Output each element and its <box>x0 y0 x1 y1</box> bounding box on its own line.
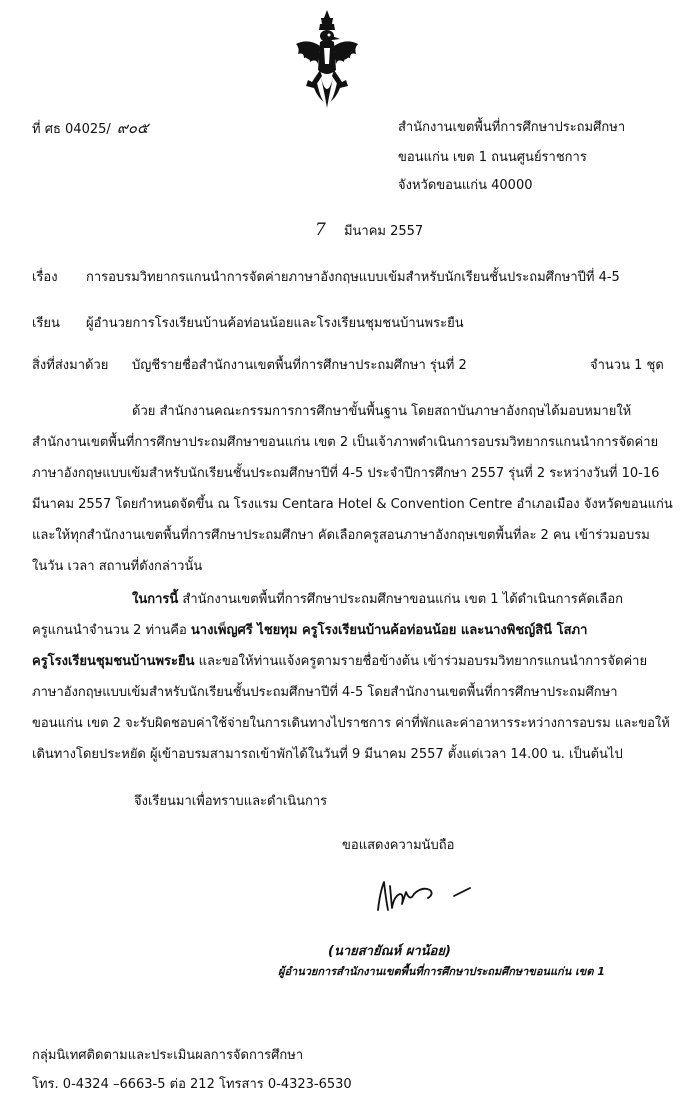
paragraph-1-line: และให้ทุกสำนักงานเขตพื้นที่การศึกษาประถมศึกษา คัดเลือกครูสอนภาษาอังกฤษเขตพื้นที่ละ 2 คน เข้าร่วมอบรม <box>32 528 650 543</box>
office-address-line-1: สำนักงานเขตพื้นที่การศึกษาประถมศึกษา <box>398 120 626 135</box>
signatory-position: ผู้อำนวยการสำนักงานเขตพื้นที่การศึกษาประถมศึกษาขอนแก่น เขต 1 <box>278 965 605 978</box>
body-paragraph-1 <box>32 404 672 590</box>
enclosure-text: บัญชีรายชื่อสำนักงานเขตพื้นที่การศึกษาประถมศึกษา รุ่นที่ 2 <box>132 358 467 373</box>
paragraph-2-text: ครูแกนนำจำนวน 2 ท่านคือ <box>32 623 191 638</box>
subject-label: เรื่อง <box>32 270 58 285</box>
office-address-line-3: จังหวัดขอนแก่น 40000 <box>398 178 533 193</box>
date-month-year: มีนาคม 2557 <box>343 224 424 239</box>
paragraph-2-text: และขอให้ท่านแจ้งครูตามรายชื่อข้างต้น เข้าร่วมอบรมวิทยากรแกนนำการจัดค่าย <box>194 654 648 669</box>
paragraph-2-line-6: เดินทางโดยประหยัด ผู้เข้าอบรมสามารถเข้าพักได้ในวันที่ 9 มีนาคม 2557 ตั้งแต่เวลา 14.00 น. เป็นต้นไป <box>32 747 623 762</box>
garuda-emblem-icon <box>290 8 364 112</box>
teacher-names: นางเพ็ญศรี ไชยทุม ครูโรงเรียนบ้านค้อท่อนน้อย และนางพิชญ์สินี โสภา <box>190 623 588 638</box>
regards-line: ขอแสดงความนับถือ <box>342 838 455 853</box>
paragraph-1-line: ด้วย สำนักงานคณะกรรมการการศึกษาขั้นพื้นฐาน โดยสถาบันภาษาอังกฤษได้มอบหมายให้ <box>132 404 632 419</box>
teacher-school: ครูโรงเรียนชุมชนบ้านพระยืน <box>32 654 195 669</box>
document-date <box>315 222 423 240</box>
paragraph-2-line-1 <box>32 592 672 623</box>
subject-text: การอบรมวิทยากรแกนนำการจัดค่ายภาษาอังกฤษแบบเข้มสำหรับนักเรียนชั้นประถมศึกษาปีที่ 4-5 <box>86 270 620 285</box>
paragraph-2-line-4: ภาษาอังกฤษแบบเข้มสำหรับนักเรียนชั้นประถมศึกษาปีที่ 4-5 โดยสำนักงานเขตพื้นที่การศึกษาประถมศึกษา <box>32 685 618 700</box>
signatory-name: (นายสายัณห์ ผาน้อย) <box>328 944 451 959</box>
footer-department: กลุ่มนิเทศติดตามและประเมินผลการจัดการศึกษา <box>32 1048 304 1063</box>
office-address-line-2: ขอนแก่น เขต 1 ถนนศูนย์ราชการ <box>398 150 587 165</box>
paragraph-2-line-5: ขอนแก่น เขต 2 จะรับผิดชอบค่าใช้จ่ายในการเดินทางไปราชการ ค่าที่พักและค่าอาหารระหว่างการอบรม และขอให้ <box>32 716 670 731</box>
signature-image <box>370 872 480 918</box>
paragraph-1-line: ภาษาอังกฤษแบบเข้มสำหรับนักเรียนชั้นประถมศึกษาปีที่ 4-5 ประจำปีการศึกษา 2557 รุ่นที่ 2 ระหว่างวันที่ 10-16 <box>32 466 660 481</box>
paragraph-1-line: ในวัน เวลา สถานที่ดังกล่าวนั้น <box>32 559 203 574</box>
body-paragraph-2 <box>32 592 672 778</box>
paragraph-2-line-2 <box>32 623 672 654</box>
reference-number-handwritten: ๙๐๕ <box>116 119 149 137</box>
paragraph-1-line: มีนาคม 2557 โดยกำหนดจัดขึ้น ณ โรงแรม Centara Hotel & Convention Centre อำเภอเมือง จังหวัดขอนแก่น <box>32 497 673 512</box>
paragraph-2-text: สำนักงานเขตพื้นที่การศึกษาประถมศึกษาขอนแก่น เขต 1 ได้ดำเนินการคัดเลือก <box>178 592 624 607</box>
paragraph-1-line: สำนักงานเขตพื้นที่การศึกษาประถมศึกษาขอนแก่น เขต 2 เป็นเจ้าภาพดำเนินการอบรมวิทยากรแกนนำการจัดค่าย <box>32 435 659 450</box>
footer-contact: โทร. 0-4324 –6663-5 ต่อ 212 โทรสาร 0-4323-6530 <box>32 1077 352 1092</box>
recipient-label: เรียน <box>32 316 60 331</box>
enclosure-label: สิ่งที่ส่งมาด้วย <box>32 358 109 373</box>
paragraph-2-lead: ในการนี้ <box>132 592 179 607</box>
paragraph-2-line-3 <box>32 654 672 685</box>
reference-number <box>32 120 148 138</box>
date-day-handwritten: 7 <box>315 220 326 240</box>
closing-line: จึงเรียนมาเพื่อทราบและดำเนินการ <box>134 794 328 809</box>
recipient-text: ผู้อำนวยการโรงเรียนบ้านค้อท่อนน้อยและโรงเรียนชุมชนบ้านพระยืน <box>86 316 464 331</box>
reference-number-printed: ที่ ศธ 04025/ <box>32 122 111 137</box>
enclosure-quantity: จำนวน 1 ชุด <box>590 358 664 373</box>
